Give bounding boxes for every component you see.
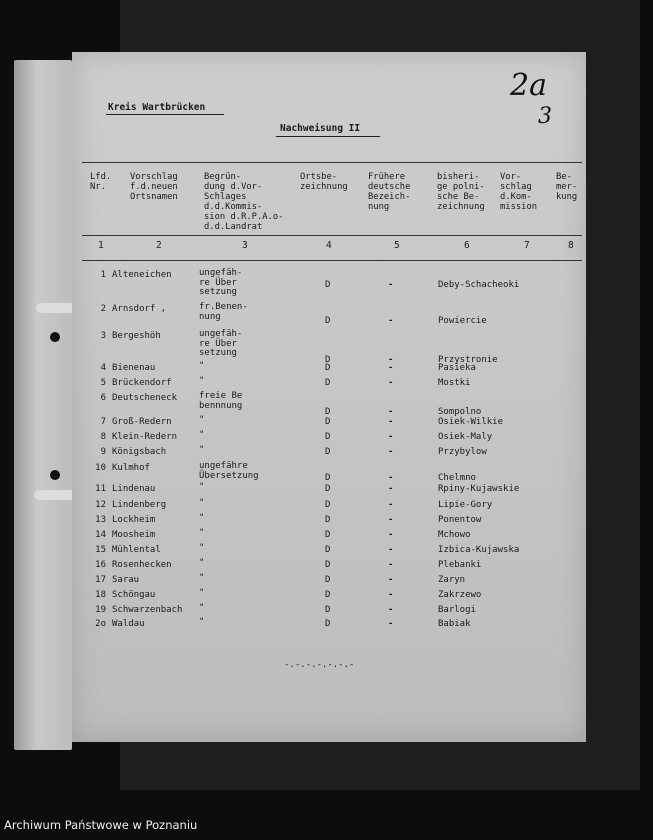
row-number: 11	[95, 484, 106, 494]
table-row	[72, 482, 586, 499]
proposal-reason: "	[199, 445, 205, 455]
former-german-name: -	[388, 560, 394, 570]
former-german-name: -	[388, 280, 394, 290]
new-place-name: Bienenau	[112, 363, 156, 373]
new-place-name: Lindenberg	[112, 500, 167, 510]
table-row	[72, 268, 586, 297]
row-number: 8	[100, 432, 106, 442]
column-number: 3	[242, 240, 248, 251]
proposal-reason: "	[199, 617, 205, 627]
new-place-name: Rosenhecken	[112, 560, 172, 570]
row-number: 14	[95, 530, 106, 540]
new-place-name: Schöngau	[112, 590, 156, 600]
binder-hole	[50, 470, 60, 480]
table-row	[72, 558, 586, 575]
new-place-name: Kulmhof	[112, 463, 150, 473]
place-designation: D	[325, 447, 331, 457]
new-place-name: Moosheim	[112, 530, 156, 540]
former-german-name: -	[388, 500, 394, 510]
row-number: 6	[100, 393, 106, 403]
proposal-reason: "	[199, 415, 205, 425]
polish-name: Zaryn	[438, 575, 466, 585]
new-place-name: Lindenau	[112, 484, 156, 494]
place-designation: D	[325, 575, 331, 585]
polish-name: Lipie-Gory	[438, 500, 493, 510]
place-designation: D	[325, 417, 331, 427]
table-row	[72, 498, 586, 515]
row-number: 13	[95, 515, 106, 525]
handwritten-number: 3	[538, 104, 552, 129]
place-designation: D	[325, 605, 331, 615]
row-number: 9	[100, 447, 106, 457]
column-number: 4	[326, 240, 332, 251]
polish-name: Sompolno	[438, 407, 482, 417]
polish-name: Deby-Schacheoki	[438, 280, 520, 290]
row-number: 5	[100, 378, 106, 388]
column-header: Ortsbe- zeichnung	[300, 172, 348, 192]
column-number: 5	[394, 240, 400, 251]
row-number: 10	[95, 463, 106, 473]
former-german-name: -	[388, 530, 394, 540]
new-place-name: Mühlental	[112, 545, 161, 555]
place-designation: D	[325, 484, 331, 494]
new-place-name: Schwarzenbach	[112, 605, 183, 615]
row-number: 4	[100, 363, 106, 373]
polish-name: Mchowo	[438, 530, 471, 540]
former-german-name: -	[388, 619, 394, 629]
polish-name: Ponentow	[438, 515, 482, 525]
table-row	[72, 573, 586, 590]
proposal-reason: "	[199, 376, 205, 386]
table-row	[72, 445, 586, 462]
column-number: 6	[464, 240, 470, 251]
table-row	[72, 415, 586, 432]
former-german-name: -	[388, 417, 394, 427]
former-german-name: -	[388, 484, 394, 494]
proposal-reason: ungefäh- re Über setzung	[199, 268, 243, 297]
table-row	[72, 391, 586, 417]
polish-name: Mostki	[438, 378, 471, 388]
row-number: 7	[100, 417, 106, 427]
column-number-rule	[82, 260, 582, 261]
row-number: 16	[95, 560, 106, 570]
row-number: 2	[100, 304, 106, 314]
polish-name: Izbica-Kujawska	[438, 545, 520, 555]
proposal-reason: "	[199, 603, 205, 613]
polish-name: Osiek-Wilkie	[438, 417, 504, 427]
place-designation: D	[325, 619, 331, 629]
footer-dash-line: -.-.-.-.-.-.-	[284, 660, 355, 670]
former-german-name: -	[388, 407, 394, 417]
row-number: 17	[95, 575, 106, 585]
table-row	[72, 302, 586, 326]
polish-name: Osiek-Maly	[438, 432, 493, 442]
proposal-reason: "	[199, 513, 205, 523]
polish-name: Pasieka	[438, 363, 476, 373]
row-number: 19	[95, 605, 106, 615]
row-number: 2o	[95, 619, 106, 629]
column-number: 7	[524, 240, 530, 251]
proposal-reason: ungefäh- re Über setzung	[199, 329, 243, 358]
place-designation: D	[325, 590, 331, 600]
polish-name: Przystronie	[438, 355, 498, 365]
polish-name: Zakrzewo	[438, 590, 482, 600]
former-german-name: -	[388, 363, 394, 373]
table-row	[72, 603, 586, 620]
binder-hole	[50, 332, 60, 342]
proposal-reason: "	[199, 361, 205, 371]
new-place-name: Lockheim	[112, 515, 156, 525]
table-row	[72, 361, 586, 378]
column-header: Begrün- dung d.Vor- Schlages d.d.Kommis- sion d.R.P.A.o- d.d.Landrat	[204, 172, 284, 232]
polish-name: Przybylow	[438, 447, 487, 457]
former-german-name: -	[388, 605, 394, 615]
column-number: 1	[98, 240, 104, 251]
polish-name: Rpiny-Kujawskie	[438, 484, 520, 494]
row-number: 18	[95, 590, 106, 600]
place-designation: D	[325, 378, 331, 388]
proposal-reason: fr.Benen- nung	[199, 302, 248, 322]
handwritten-mark: 2a	[510, 68, 547, 103]
new-place-name: Bergeshöh	[112, 331, 161, 341]
row-number: 3	[100, 331, 106, 341]
row-number: 12	[95, 500, 106, 510]
header-bottom-rule	[82, 235, 582, 236]
table-row	[72, 617, 586, 634]
place-designation: D	[325, 473, 331, 483]
place-designation: D	[325, 363, 331, 373]
table-row	[72, 543, 586, 560]
former-german-name: -	[388, 355, 394, 365]
table-top-rule	[82, 162, 582, 163]
proposal-reason: ungefähre Übersetzung	[199, 461, 259, 481]
proposal-reason: "	[199, 482, 205, 492]
row-number: 1	[100, 270, 106, 280]
table-row	[72, 329, 586, 365]
new-place-name: Brückendorf	[112, 378, 172, 388]
new-place-name: Waldau	[112, 619, 145, 629]
column-header: Vorschlag f.d.neuen Ortsnamen	[130, 172, 178, 202]
former-german-name: -	[388, 545, 394, 555]
place-designation: D	[325, 280, 331, 290]
table-row	[72, 376, 586, 393]
proposal-reason: "	[199, 498, 205, 508]
place-designation: D	[325, 560, 331, 570]
polish-name: Barlogi	[438, 605, 476, 615]
place-designation: D	[325, 545, 331, 555]
former-german-name: -	[388, 575, 394, 585]
row-number: 15	[95, 545, 106, 555]
polish-name: Chelmno	[438, 473, 476, 483]
document-page	[72, 52, 586, 742]
new-place-name: Deutscheneck	[112, 393, 178, 403]
former-german-name: -	[388, 378, 394, 388]
place-designation: D	[325, 407, 331, 417]
polish-name: Plebanki	[438, 560, 482, 570]
title-underline	[276, 136, 380, 137]
new-place-name: Groß-Redern	[112, 417, 172, 427]
place-designation: D	[325, 355, 331, 365]
proposal-reason: "	[199, 558, 205, 568]
place-designation: D	[325, 530, 331, 540]
heading-underline	[106, 114, 224, 115]
proposal-reason: "	[199, 543, 205, 553]
proposal-reason: freie Be bennnung	[199, 391, 243, 411]
column-header: bisheri- ge polni- sche Be- zeichnung	[437, 172, 485, 212]
former-german-name: -	[388, 432, 394, 442]
polish-name: Powiercie	[438, 316, 487, 326]
place-designation: D	[325, 500, 331, 510]
table-row	[72, 461, 586, 483]
new-place-name: Klein-Redern	[112, 432, 178, 442]
polish-name: Babiak	[438, 619, 471, 629]
place-designation: D	[325, 316, 331, 326]
former-german-name: -	[388, 515, 394, 525]
former-german-name: -	[388, 590, 394, 600]
new-place-name: Sarau	[112, 575, 140, 585]
column-header: Be- mer- kung	[556, 172, 578, 202]
district-heading: Kreis Wartbrücken	[108, 102, 206, 113]
column-number: 2	[156, 240, 162, 251]
table-row	[72, 588, 586, 605]
proposal-reason: "	[199, 573, 205, 583]
proposal-reason: "	[199, 528, 205, 538]
new-place-name: Arnsdorf ,	[112, 304, 167, 314]
column-header: Lfd. Nr.	[90, 172, 112, 192]
archive-caption: Archiwum Państwowe w Poznaniu	[4, 818, 198, 832]
table-row	[72, 528, 586, 545]
column-header: Vor- schlag d.Kom- mission	[500, 172, 538, 212]
document-title: Nachweisung II	[280, 123, 361, 134]
former-german-name: -	[388, 473, 394, 483]
folder-cover-edge	[14, 60, 72, 750]
column-header: Frühere deutsche Bezeich- nung	[368, 172, 411, 212]
table-row	[72, 513, 586, 530]
former-german-name: -	[388, 316, 394, 326]
column-number: 8	[568, 240, 574, 251]
new-place-name: Alteneichen	[112, 270, 172, 280]
proposal-reason: "	[199, 588, 205, 598]
new-place-name: Königsbach	[112, 447, 167, 457]
place-designation: D	[325, 515, 331, 525]
place-designation: D	[325, 432, 331, 442]
proposal-reason: "	[199, 430, 205, 440]
table-row	[72, 430, 586, 447]
former-german-name: -	[388, 447, 394, 457]
